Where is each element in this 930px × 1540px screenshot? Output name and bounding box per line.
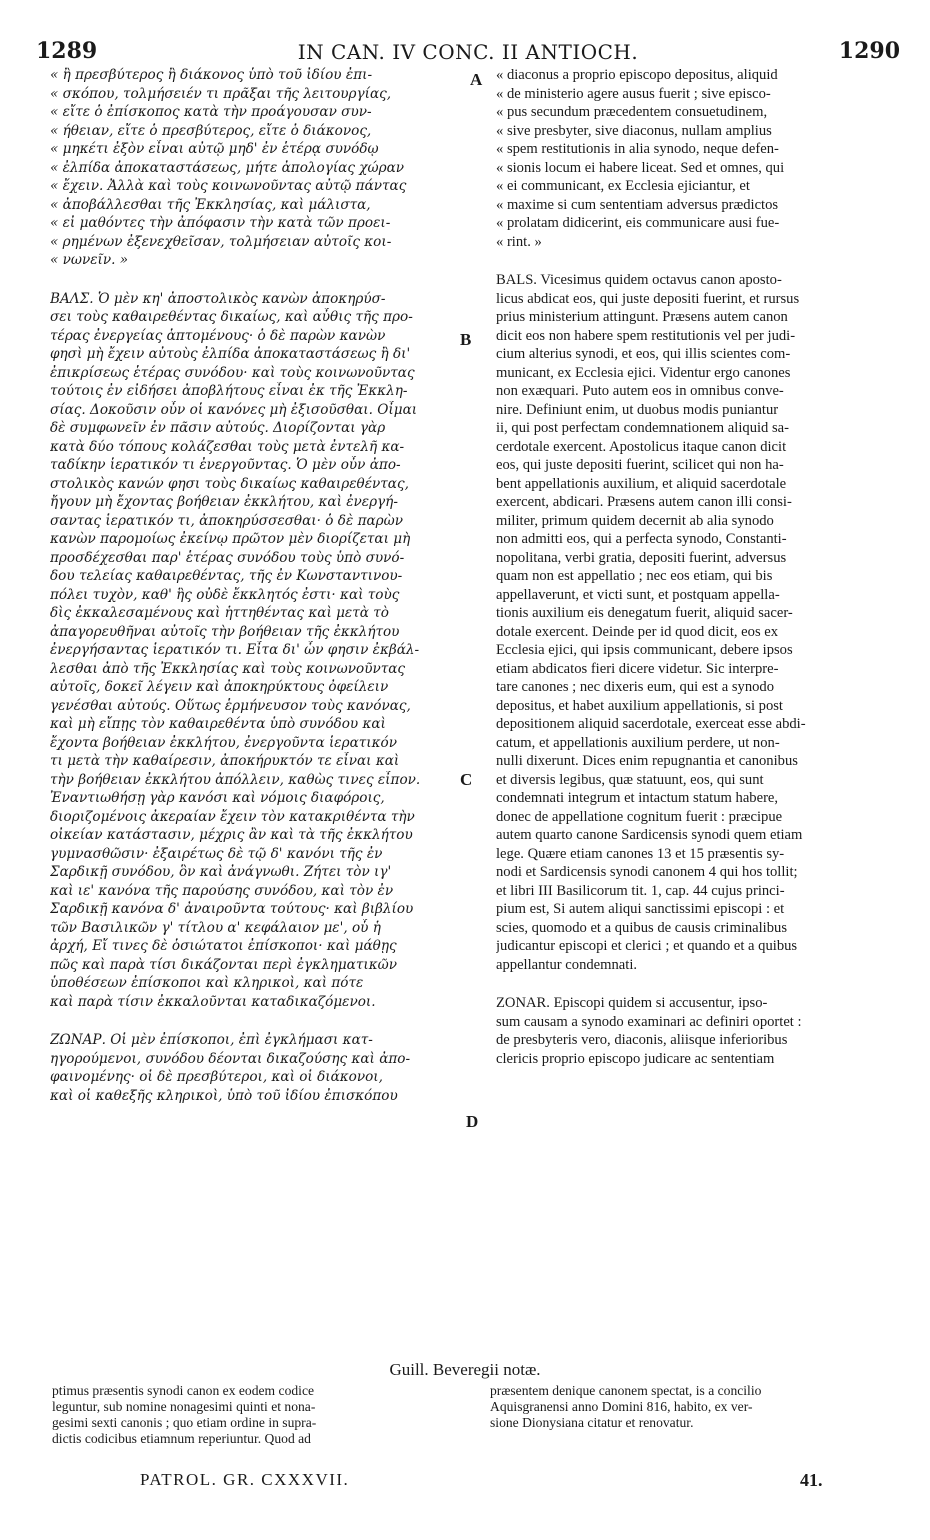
note-line: gesimi sexti canonis ; quo etiam ordine in supra- [52,1415,317,1430]
greek-text-line: τούτοις ἐν εἰδήσει ἀποβλήτους εἶναι ἐκ τῆς Ἐκκλη- [50,383,408,399]
latin-text-line: condemnati integrum et intactum statum habere, [496,790,779,806]
latin-text-line: bent appellationis auxilium, et aliquid sacerdotale [496,475,787,492]
latin-text-line: cium alterius synodi, et eos, qui illis scientes com- [496,346,791,362]
greek-text-line: τι μετὰ τὴν καθαίρεσιν, ἀποκήρυκτόν τε εἶναι καὶ [50,753,400,769]
greek-text-line: « εἴτε ὁ ἐπίσκοπος κατὰ τὴν προάγουσαν συν- [50,104,372,120]
latin-text-line: licus abdicat eos, qui juste depositi fuerint, et rursus [496,290,800,307]
latin-text-line: et libri III Basilicorum tit. 1, cap. 44 cujus princi- [496,882,785,899]
latin-text-line: « pus secundum præcedentem consuetudinem, [496,104,768,120]
greek-text-line: ἀρχή, Εἴ τινες δὲ ὁσιώτατοι ἐπίσκοποι· καὶ μάθῃς [50,938,397,954]
latin-text-line: prius ministerium attingunt. Præsens autem canon [496,309,788,325]
latin-text-line: « de ministerio agere ausus fuerit ; sive episco- [496,85,771,102]
greek-text-line: καὶ ιε' κανόνα τῆς παρούσης συνόδου, καὶ τὸν ἐν [50,882,394,899]
greek-text-line: πόλει τυχὸν, καθ' ἣς οὐδὲ ἔκκλητός ἐστι· καὶ τοὺς [50,586,400,603]
latin-text-line: et diversis legibus, quæ statuunt, eos, qui sunt [496,771,764,788]
latin-text-line: non admitti eos, qui a perfecta synodo, Constanti- [496,531,787,547]
greek-text-line: « ἔχειν. Ἀλλὰ καὶ τοὺς κοινωνοῦντας αὐτῷ πάντας [50,178,407,194]
greek-text-line: τὴν βοήθειαν ἐκκλήτου ἀπόλλειν, καθὼς τινες εἶπον. [50,771,421,788]
greek-text-line: καὶ μὴ εἴπῃς τὸν καθαιρεθέντα ὑπὸ συνόδου καὶ [50,716,386,732]
notes-left-column [52,1383,462,1447]
latin-text-line: BALS. Vicesimus quidem octavus canon aposto- [496,272,782,288]
greek-text-line: πῶς καὶ παρὰ τίσι δικάζονται περὶ ἐγκληματικῶν [50,956,397,973]
greek-text-line: σίας. Δοκοῦσιν οὖν οἱ κανόνες μὴ ἐξισοῦσθαι. Οἶμαι [50,401,418,418]
greek-text-line: καὶ παρὰ τίσιν ἐκκαλοῦνται καταδικαζόμενοι. [50,993,376,1010]
greek-text-line: ΖΩΝΑΡ. Οἱ μὲν ἐπίσκοποι, ἐπὶ ἐγκλήμασι κατ- [50,1032,373,1048]
greek-text-line: ἀπαγορευθῆναι αὐτοῖς τὴν βοήθειαν τῆς ἐκκλήτου [50,623,400,640]
latin-text-line: de presbyteris vero, diaconis, aliisque inferioribus [496,1032,788,1048]
notes-title: Guill. Beveregii notæ. [389,1360,541,1379]
greek-text-column [50,66,460,1105]
greek-text-line: « νωνεῖν. » [50,252,129,268]
latin-text-line: pium est, Si autem aliqui sanctissimi episcopi : et [496,901,785,917]
latin-text-line: « ei communicant, ex Ecclesia ejiciantur, et [496,178,750,194]
latin-text-line: municant, ex Ecclesia ejici. Videntur ergo canones [496,364,791,381]
margin-mark-b: B [460,330,472,349]
greek-text-line: « ἀποβάλλεσθαι τῆς Ἐκκλησίας, καὶ μάλιστα, [50,196,371,213]
greek-text-line: ἔχοντα βοήθειαν ἐκκλήτου, ἐνεργοῦντα ἱερατικόν [50,734,397,751]
margin-mark-a: A [470,70,483,89]
latin-text-column [496,66,900,1068]
greek-text-line: αὐτοῖς, δοκεῖ λέγειν καὶ ἀποκηρύκτους ὀφείλειν [50,679,389,695]
greek-text-line: « ρημένων ἐξενεχθεῖσαν, τολμήσειαν αὐτοῖς κοι- [50,233,392,250]
latin-text-line: ZONAR. Episcopi quidem si accusentur, ipso- [496,995,768,1011]
footer-series: PATROL. GR. CXXXVII. [140,1470,350,1489]
latin-text-line: sum causam a synodo examinari ac definiri oportet : [496,1013,802,1030]
greek-text-line: φησὶ μὴ ἔχειν αὐτοὺς ἐλπίδα ἀποκαταστάσεως ἢ δι' [50,346,411,362]
greek-text-line: Σαρδικῇ συνόδου, ὃν καὶ ἀνάγνωθι. Ζήτει τὸν ιγ' [50,864,392,880]
latin-text-line: nodi et Sardicensis synodi canonem 4 qui hos tollit; [496,864,798,880]
page-number-left: 1289 [36,38,98,64]
paragraph-gap [50,1011,460,1031]
greek-text-line: φαινομένης· οἱ δὲ πρεσβύτεροι, καὶ οἱ διάκονοι, [50,1069,383,1085]
greek-text-line: « ἢ πρεσβύτερος ἢ διάκονος ὑπὸ τοῦ ἰδίου ἐπι- [50,67,373,83]
latin-text-line: nopolitana, verbi gratia, depositi fuerint, adversus [496,549,787,566]
latin-text-line: Ecclesia ejici, qui ipsis communicant, debere ipsos [496,642,793,658]
latin-text-line: non exæquari. Puto autem eos in omnibus conve- [496,383,784,399]
latin-text-line: appellantur condemnati. [496,956,638,973]
greek-text-line: Σαρδικῇ κανόνα δ' ἀναιροῦντα τούτους· καὶ βιβλίου [50,901,414,917]
greek-text-line: « ἐλπίδα ἀποκαταστάσεως, μήτε ἀπολογίας χώραν [50,159,405,176]
greek-text-line: σαντας ἱερατικόν τι, ἀποκηρύσσεσθαι· ὁ δὲ παρὼν [50,512,404,529]
greek-text-line: δου τελείας καθαιρεθέντας, τῆς ἐν Κωνσταντινου- [50,568,403,584]
latin-text-line: « sive presbyter, sive diaconus, nullam amplius [496,122,772,139]
greek-text-line: γενέσθαι αὐτούς. Οὕτως ἑρμήνευσον τοὺς κανόνας, [50,697,411,714]
latin-text-line: etiam abdicatos fieri dicere videtur. Sic interpre- [496,660,779,677]
latin-text-line: clericis proprio episcopo judicare ac sententiam [496,1050,775,1067]
latin-text-line: tionis auxilium eis denegatum fuerit, aliquid sacer- [496,605,793,621]
note-line: leguntur, sub nomine nonagesimi quinti et nona- [52,1399,316,1414]
greek-text-line: ἐπικρίσεως ἑτέρας συνόδου· καὶ τοὺς κοινωνοῦντας [50,364,415,381]
margin-mark-c: C [460,770,473,789]
greek-text-line: « ήθειαν, εἴτε ὁ πρεσβύτερος, εἴτε ὁ διάκονος, [50,122,372,139]
latin-text-line: donec de appellatione cognitum fuerit : præcipue [496,808,783,825]
latin-text-line: « prolatam didicerint, eis communicare ausi fue- [496,215,780,231]
header-title: IN CAN. IV CONC. II ANTIOCH. [297,40,639,64]
latin-text-line: ii, qui post perfectam condemnationem aliquid sa- [496,420,790,436]
greek-text-line: δὶς ἐκκαλεσαμένους καὶ ἡττηθέντας καὶ μετὰ τὸ [50,605,389,621]
greek-text-line: « σκόπου, τολμήσειέν τι πρᾶξαι τῆς λειτουργίας, [50,85,392,102]
latin-text-line: eos, qui juste depositi fuerint, scilicet qui non ha- [496,457,784,473]
latin-text-line: lege. Quære etiam canones 13 et 15 præsentis sy- [496,845,785,862]
note-line: dictis codicibus etiamnum reperiuntur. Quod ad [52,1431,311,1446]
greek-text-line: « μηκέτι ἐξὸν εἶναι αὐτῷ μηδ' ἐν ἑτέρᾳ συνόδῳ [50,141,379,157]
latin-text-line: militer, primum quidem decernit ab alia synodo [496,512,774,529]
latin-text-line: « rint. » [496,233,542,250]
latin-text-line: scies, quomodo et a quibus de causis criminalibus [496,919,788,936]
margin-mark-d: D [466,1112,479,1131]
note-line: ptimus præsentis synodi canon ex eodem codice [52,1383,315,1398]
latin-text-line: catum, et appellationis auxilium perdere, ut non- [496,734,780,751]
greek-text-line: οἰκείαν κατάστασιν, μέχρις ἂν καὶ τὰ τῆς ἐκκλήτου [50,827,413,843]
footer-sheet-number: 41. [800,1470,823,1490]
latin-text-line: depositionem aliquid sacerdotale, exerceat esse abdi- [496,716,806,732]
greek-text-line: κανὼν παρομοίως ἐκείνῳ πρῶτον μὲν διορίζεται μὴ [50,531,411,547]
latin-text-line: « sionis locum ei habere liceat. Sed et omnes, qui [496,159,785,176]
greek-text-line: τῶν Βασιλικῶν γ' τίτλου α' κεφάλαιον με', οὗ ἡ [50,919,381,936]
greek-text-line: ηγορούμενοι, συνόδου δέονται δικαζούσης καὶ ἀπο- [50,1050,411,1067]
latin-text-line: tare canones ; nec dixeris eum, qui est a synodo [496,679,775,695]
notes-right-column [490,1383,900,1431]
greek-text-line: δὲ συμφωνεῖν ἐν πᾶσιν αὐτούς. Διορίζονται γὰρ [50,420,386,436]
latin-text-line: exercent, abdicari. Præsens autem canon illi consi- [496,494,792,510]
latin-text-line: cerdotale exercent. Apostolicus itaque canon dicit [496,438,787,455]
greek-text-line: ΒΑΛΣ. Ὁ μὲν κη' ἀποστολικὸς κανὼν ἀποκηρύσ- [50,290,386,307]
greek-text-line: κατὰ δύο τόπους κολάζεσθαι τοὺς μετὰ ἐντελῆ κα- [50,438,405,455]
paragraph-gap [50,270,460,290]
greek-text-line: σει τοὺς καθαιρεθέντας δικαίως, καὶ αὖθις τῆς προ- [50,309,413,325]
greek-text-line: ταδίκην ἱερατικόν τι ἐνεργοῦντας. Ὁ μὲν οὖν ἀπο- [50,457,401,473]
note-line: præsentem denique canonem spectat, is a concilio [490,1383,762,1398]
greek-text-line: λεσθαι ἀπὸ τῆς Ἐκκλησίας καὶ τοὺς κοινωνοῦντας [50,660,406,677]
note-line: Aquisgranensi anno Domini 816, habito, ex ver- [490,1399,753,1414]
latin-text-line: nire. Definiunt enim, ut duobus modis puniantur [496,401,779,418]
latin-text-line: « spem restitutionis in alia synodo, neque defen- [496,141,779,157]
latin-text-line: dicit eos non habere spem restitutionis vel per judi- [496,327,796,344]
greek-text-line: « εἰ μαθόντες τὴν ἀπόφασιν τὴν κατὰ τῶν προει- [50,215,391,231]
latin-text-line: nulli dixerunt. Dices enim repugnantia et canonibus [496,753,798,769]
latin-text-line: dotale exercent. Deinde per id quod dicit, eos ex [496,623,779,640]
greek-text-line: ἐνεργήσαντας ἱερατικόν τι. Εἶτα δι' ὧν φησιν ἐκβάλ- [50,642,420,658]
greek-text-line: Ἐναντιωθήσῃ γὰρ κανόσι καὶ νόμοις διαφόροις, [50,790,385,806]
paragraph-gap [496,251,900,271]
latin-text-line: « maxime si cum sententiam adversus prædictos [496,196,779,213]
greek-text-line: ὑποθέσεων ἐπίσκοποι καὶ κληρικοὶ, καὶ πότε [50,975,364,991]
page-number-right: 1290 [838,38,900,64]
greek-text-line: στολικὸς κανών φησι τοὺς δικαίως καθαιρεθέντας, [50,475,409,492]
latin-text-line: quam non est appellatio ; nec eos etiam, qui bis [496,568,773,584]
latin-text-line: depositus, et habet auxilium appellationis, si post [496,697,783,714]
paragraph-gap [496,974,900,994]
greek-text-line: διοριζομένοις ἀκεραίαν ἔχειν τὸν κατακριθέντα τὴν [50,808,415,825]
greek-text-line: τέρας ἐνεργείας ἁπτομένους· ὁ δὲ παρὼν κανὼν [50,327,386,344]
running-header [36,38,900,66]
latin-text-line: autem quarto canone Sardicensis synodi quem etiam [496,827,803,843]
greek-text-line: καὶ οἱ καθεξῆς κληρικοὶ, ὑπὸ τοῦ ἰδίου ἐπισκόπου [50,1087,398,1104]
greek-text-line: προσδέχεσθαι παρ' ἑτέρας συνόδου τοὺς ὑπὸ συνό- [50,549,405,566]
latin-text-line: appellaverunt, et victi sunt, et postquam appella- [496,586,780,603]
latin-text-line: « diaconus a proprio episcopo depositus, aliquid [496,67,778,83]
greek-text-line: ἤγουν μὴ ἔχοντας βοήθειαν ἐκκλήτου, καὶ ἐνεργή- [50,494,398,510]
note-line: sione Dionysiana citatur et renovatur. [490,1415,694,1430]
latin-text-line: judicantur episcopi et clerici ; et quando et a quibus [496,938,798,954]
greek-text-line: γυμνασθῶσιν· ἐξαιρέτως δὲ τῷ δ' κανόνι τῆς ἐν [50,845,383,862]
